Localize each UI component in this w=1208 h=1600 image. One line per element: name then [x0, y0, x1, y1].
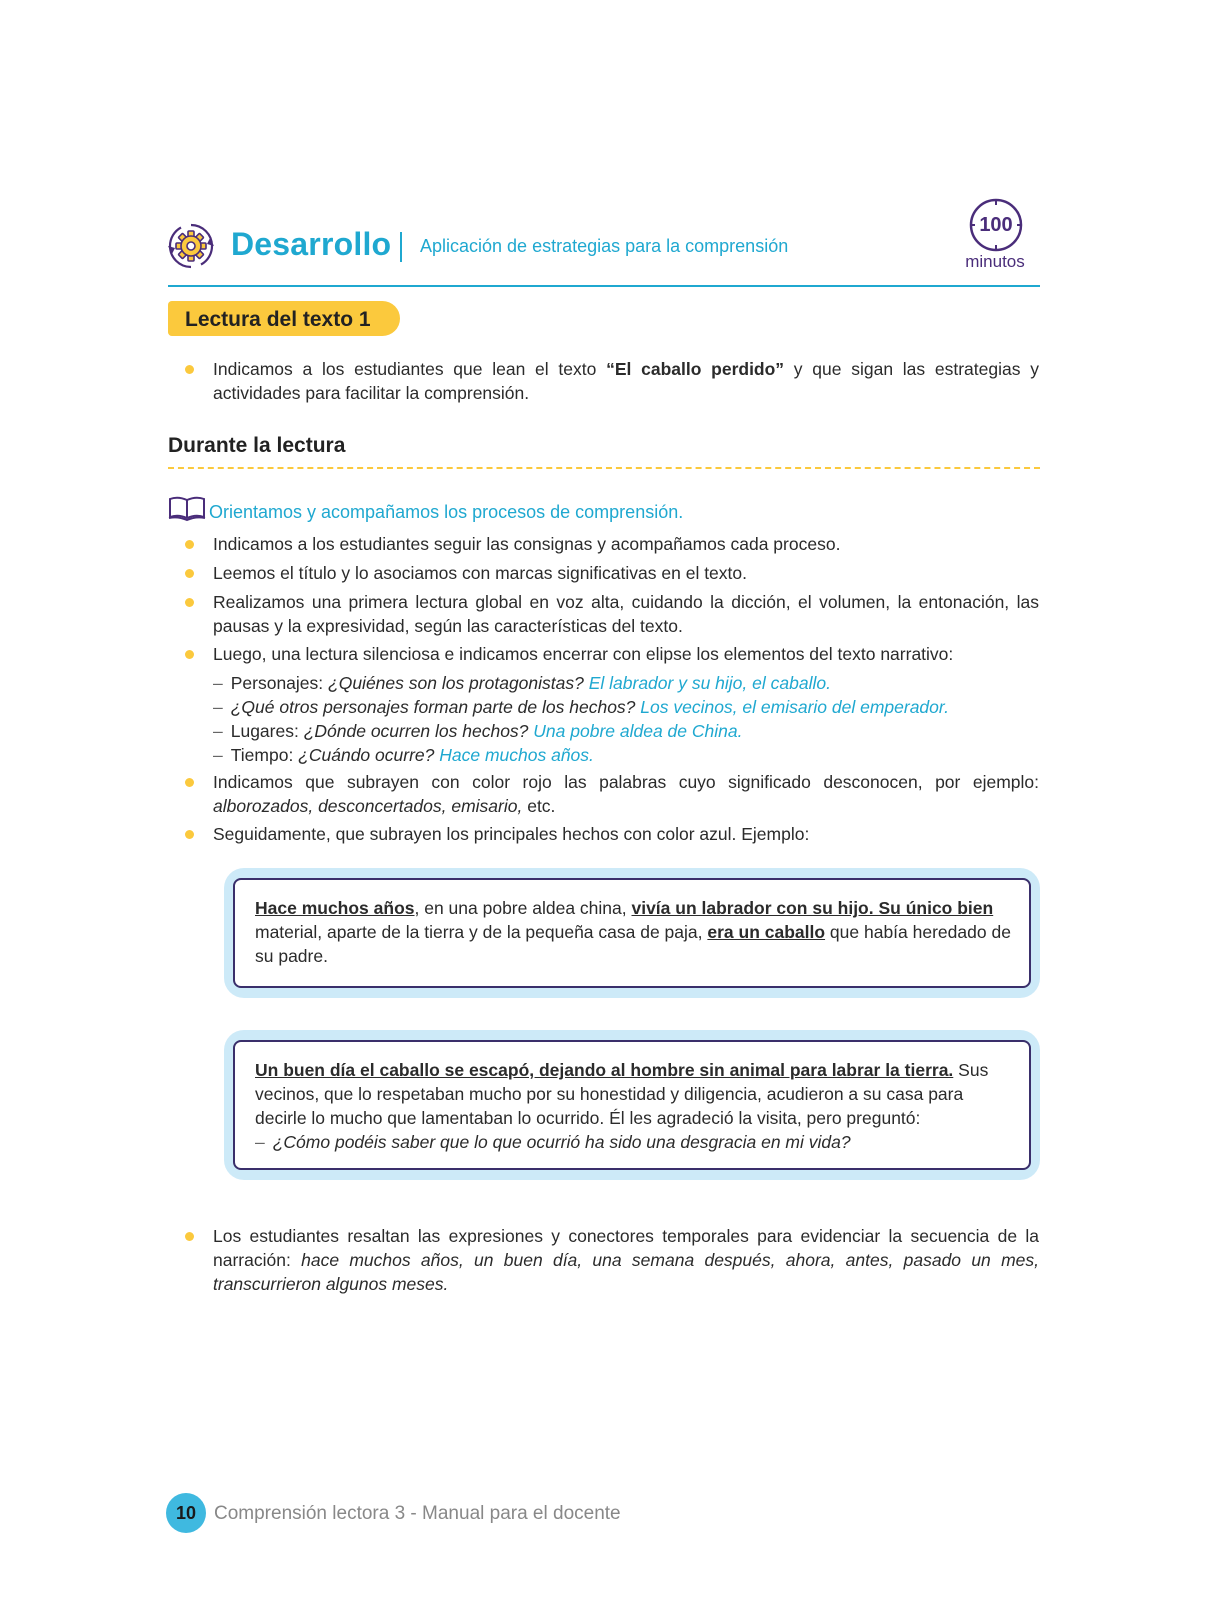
dashed-divider — [168, 467, 1040, 469]
bullet-dot — [185, 778, 194, 787]
narrative-element: – Tiempo: ¿Cuándo ocurre? Hace muchos años. — [213, 745, 594, 765]
example-box-1-content: Hace muchos años, en una pobre aldea china, vivía un labrador con su hijo. Su único bien material, aparte de la tierra y de la pequeña casa de paja, era un caballo que había heredado de su padre. — [233, 878, 1031, 988]
bullet-dot — [185, 1232, 194, 1241]
bullet-text: Realizamos una primera lectura global en voz alta, cuidando la dicción, el volumen, la entonación, las pausas y la expresividad, según las características del texto. — [213, 592, 1039, 636]
timer-unit: minutos — [965, 252, 1025, 271]
section-title: Desarrollo — [231, 226, 392, 262]
bullet-text: Indicamos a los estudiantes seguir las consignas y acompañamos cada proceso. — [213, 534, 841, 554]
book-title: Comprensión lectora 3 - Manual para el docente — [214, 1503, 621, 1524]
narrative-element: – Lugares: ¿Dónde ocurren los hechos? Una pobre aldea de China. — [213, 721, 743, 741]
header-rule — [168, 285, 1040, 287]
page-number: 10 — [175, 1503, 197, 1523]
bullet-dot — [185, 650, 194, 659]
bullet-dot — [185, 830, 194, 839]
quote: ¿Cómo podéis saber que lo que ocurrió ha sido una desgracia en mi vida? — [272, 1132, 851, 1152]
during-heading: Durante la lectura — [168, 434, 346, 457]
final-paragraph: Los estudiantes resaltan las expresiones y conectores temporales para evidenciar la secuencia de la narración: hace muchos años, un buen día, una semana después, ahora, antes, pasado un mes, transcurrieron algunos meses. — [213, 1226, 1039, 1294]
section-subtitle: Aplicación de estrategias para la comprensión — [420, 236, 789, 256]
bullet-dot — [185, 540, 194, 549]
bullet-text: Indicamos que subrayen con color rojo las palabras cuyo significado desconocen, por ejemplo: alborozados, desconcertados, emisario, etc. — [213, 772, 1039, 816]
title-divider — [400, 232, 402, 262]
orient-text: Orientamos y acompañamos los procesos de comprensión. — [209, 502, 684, 522]
intro-paragraph: Indicamos a los estudiantes que lean el texto “El caballo perdido” y que sigan las estrategias y actividades para facilitar la comprensión. — [213, 359, 1039, 403]
narrative-element: – Personajes: ¿Quiénes son los protagonistas? El labrador y su hijo, el caballo. — [213, 673, 831, 693]
example-box-2 — [224, 1030, 1040, 1180]
open-book-icon — [168, 496, 206, 522]
bullet-dot — [185, 598, 194, 607]
bullet-dot — [185, 569, 194, 578]
gear-cycle-icon — [167, 222, 215, 270]
example-box-2-content: Un buen día el caballo se escapó, dejando al hombre sin animal para labrar la tierra. Sus vecinos, que lo respetaban mucho por su honestidad y diligencia, acudieron a su casa para decirle lo mucho que lamentaban lo ocurrido. Él les agradeció la visita, pero preguntó: – ¿Cómo podéis saber que lo que ocurrió ha sido una desgracia en mi vida? — [233, 1040, 1031, 1170]
narrative-element: – ¿Qué otros personajes forman parte de los hechos? Los vecinos, el emisario del emperador. — [213, 697, 949, 717]
bullet-text: Luego, una lectura silenciosa e indicamos encerrar con elipse los elementos del texto narrativo: — [213, 644, 954, 664]
example-box-1 — [224, 868, 1040, 998]
story-title: “El caballo perdido” — [606, 359, 785, 379]
bullet-text: Seguidamente, que subrayen los principales hechos con color azul. Ejemplo: — [213, 824, 810, 844]
timer-value: 100 — [979, 214, 1013, 236]
bullet-dot — [185, 365, 194, 374]
reading-label: Lectura del texto 1 — [185, 308, 371, 331]
bullet-text: Leemos el título y lo asociamos con marcas significativas en el texto. — [213, 563, 747, 583]
